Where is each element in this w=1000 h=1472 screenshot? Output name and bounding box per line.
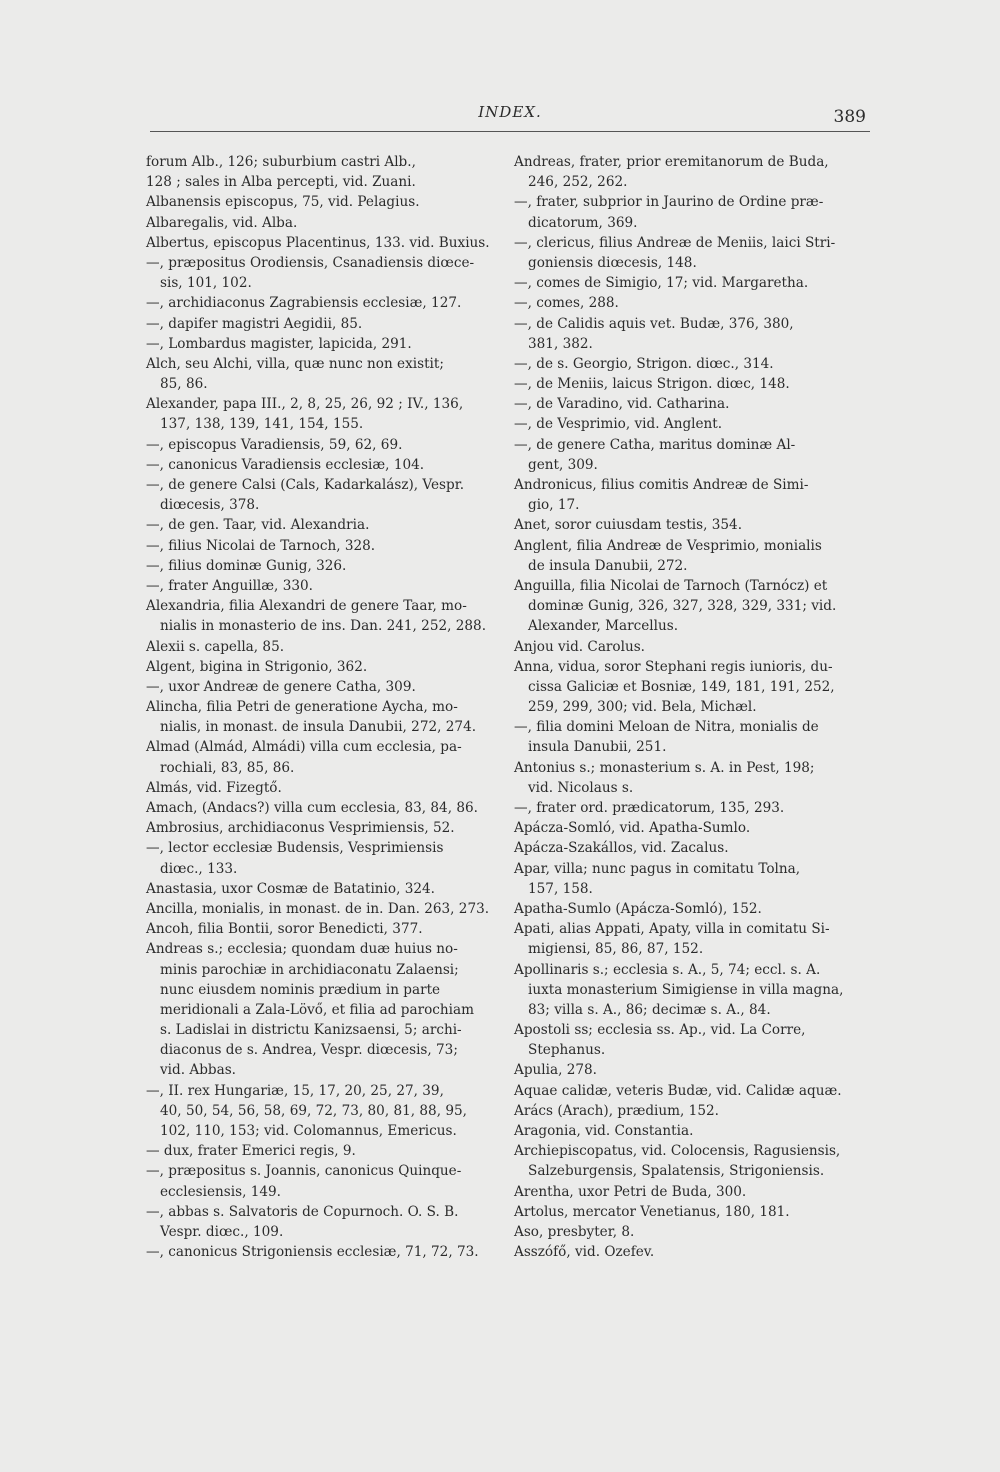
index-line: Alexander, papa III., 2, 8, 25, 26, 92 ; IV., 136, (146, 396, 464, 413)
index-line: de insula Danubii, 272. (528, 557, 688, 574)
index-line: Alincha, filia Petri de generatione Aycha, mo- (146, 699, 458, 716)
index-line: —, canonicus Varadiensis ecclesiæ, 104. (146, 456, 425, 473)
index-line: —, clericus, filius Andreæ de Meniis, laici Stri- (514, 234, 836, 251)
index-line: minis parochiæ in archidiaconatu Zalaensi; (160, 961, 459, 978)
index-line: migiensi, 85, 86, 87, 152. (528, 941, 704, 958)
index-line: —, præpositus Orodiensis, Csanadiensis diœce- (146, 254, 475, 271)
index-line: diœc., 133. (160, 860, 238, 877)
index-line: —, comes, 288. (514, 295, 619, 312)
index-line: —, episcopus Varadiensis, 59, 62, 69. (146, 436, 403, 453)
index-line: Andronicus, filius comitis Andreæ de Simi- (514, 477, 809, 493)
index-line: —, archidiaconus Zagrabiensis ecclesiæ, 127. (146, 295, 462, 312)
index-line: iuxta monasterium Simigiense in villa magna, (528, 981, 844, 998)
index-line: — dux, frater Emerici regis, 9. (146, 1143, 356, 1160)
index-line: Almad (Almád, Almádi) villa cum ecclesia, pa- (146, 739, 462, 756)
index-line: insula Danubii, 251. (528, 739, 667, 756)
index-line: Alexandria, filia Alexandri de genere Taar, mo- (146, 598, 467, 615)
index-line: meridionali a Zala-Lövő, et filia ad parochiam (160, 1001, 474, 1018)
index-line: Aquae calidæ, veteris Budæ, vid. Calidæ aquæ. (514, 1082, 842, 1099)
index-line: Algent, bigina in Strigonio, 362. (146, 658, 368, 675)
index-line: —, II. rex Hungariæ, 15, 17, 20, 25, 27, 39, (146, 1082, 444, 1099)
index-line: Almás, vid. Fizegtő. (146, 779, 282, 796)
index-line: diœcesis, 378. (160, 497, 260, 514)
index-line: Vespr. diœc., 109. (160, 1223, 284, 1240)
index-line: Archiepiscopatus, vid. Colocensis, Ragusiensis, (514, 1143, 841, 1160)
index-line: cissa Galiciæ et Bosniæ, 149, 181, 191, 252, (528, 678, 835, 695)
index-line: Anna, vidua, soror Stephani regis iunioris, du- (514, 658, 833, 675)
index-line: Aso, presbyter, 8. (514, 1223, 635, 1240)
index-line: Aragonia, vid. Constantia. (514, 1123, 694, 1139)
index-line: 137, 138, 139, 141, 154, 155. (160, 416, 364, 433)
running-head (150, 103, 870, 131)
index-line: —, de genere Catha, maritus dominæ Al- (514, 436, 796, 453)
index-line: —, canonicus Strigoniensis ecclesiæ, 71, 72, 73. (146, 1244, 479, 1261)
index-line: Apollinaris s.; ecclesia s. A., 5, 74; eccl. s. A. (514, 961, 821, 978)
index-line: Albertus, episcopus Placentinus, 133. vid. Buxius. (146, 234, 490, 251)
index-line: Asszófő, vid. Ozefev. (514, 1244, 655, 1261)
index-line: Apatha-Sumlo (Apácza-Somló), 152. (514, 900, 762, 917)
index-line: Ancilla, monialis, in monast. de in. Dan. 263, 273. (146, 900, 490, 917)
page-number: 389 (833, 107, 866, 127)
index-line: gio, 17. (528, 497, 580, 514)
index-line: Apácza-Szakállos, vid. Zacalus. (514, 840, 729, 857)
index-line: 40, 50, 54, 56, 58, 69, 72, 73, 80, 81, 88, 95, (160, 1102, 467, 1119)
index-line: nunc eiusdem nominis prædium in parte (160, 981, 441, 998)
index-line: —, frater Anguillæ, 330. (146, 577, 313, 594)
index-line: dicatorum, 369. (528, 214, 638, 231)
index-line: Alexander, Marcellus. (528, 618, 679, 635)
index-line: Arentha, uxor Petri de Buda, 300. (514, 1183, 747, 1200)
index-line: —, frater ord. prædicatorum, 135, 293. (514, 800, 785, 816)
index-line: —, frater, subprior in Jaurino de Ordine præ- (514, 194, 824, 211)
index-line: Anguilla, filia Nicolai de Tarnoch (Tarnócz) et (514, 577, 828, 594)
index-line: Alch, seu Alchi, villa, quæ nunc non existit; (146, 355, 444, 372)
index-line: Andreas, frater, prior eremitanorum de Buda, (514, 154, 829, 170)
index-line: 128 ; sales in Alba percepti, vid. Zuani. (146, 174, 416, 191)
index-column-left (146, 152, 502, 1262)
index-line: nialis in monasterio de ins. Dan. 241, 252, 288. (160, 618, 487, 635)
index-line: —, præpositus s. Joannis, canonicus Quinque- (146, 1163, 462, 1180)
index-line: —, filius Nicolai de Tarnoch, 328. (146, 537, 376, 554)
index-line: —, comes de Simigio, 17; vid. Margaretha. (514, 275, 809, 292)
running-title: INDEX. (478, 103, 542, 121)
index-line: 381, 382. (528, 335, 593, 352)
index-line: 246, 252, 262. (528, 174, 628, 191)
index-line: diaconus de s. Andrea, Vespr. diœcesis, 73; (160, 1042, 458, 1059)
index-line: —, de Vesprimio, vid. Anglent. (514, 416, 723, 433)
index-line: Anastasia, uxor Cosmæ de Batatinio, 324. (146, 880, 435, 897)
index-line: Anglent, filia Andreæ de Vesprimio, monialis (514, 537, 822, 554)
index-line: Andreas s.; ecclesia; quondam duæ huius no- (146, 941, 458, 958)
index-line: Anjou vid. Carolus. (514, 638, 646, 655)
index-line: Arács (Arach), prædium, 152. (514, 1102, 719, 1119)
index-line: —, Lombardus magister, lapicida, 291. (146, 335, 412, 352)
index-line: —, uxor Andreæ de genere Catha, 309. (146, 678, 416, 695)
index-line: Anet, soror cuiusdam testis, 354. (514, 517, 743, 534)
index-line: —, lector ecclesiæ Budensis, Vesprimiensis (146, 840, 444, 857)
index-line: Amach, (Andacs?) villa cum ecclesia, 83, 84, 86. (146, 800, 478, 816)
index-column-right (514, 152, 870, 1262)
index-line: gent, 309. (528, 456, 598, 473)
index-line: rochiali, 83, 85, 86. (160, 759, 295, 776)
index-line: ecclesiensis, 149. (160, 1183, 281, 1200)
index-line: 85, 86. (160, 376, 208, 393)
index-line: Alexii s. capella, 85. (146, 638, 285, 655)
index-line: dominæ Gunig, 326, 327, 328, 329, 331; vid. (528, 598, 837, 615)
index-line: Artolus, mercator Venetianus, 180, 181. (514, 1203, 790, 1220)
index-line: —, de Calidis aquis vet. Budæ, 376, 380, (514, 315, 794, 332)
index-line: —, filius dominæ Gunig, 326. (146, 557, 347, 574)
index-line: —, filia domini Meloan de Nitra, monialis de (514, 719, 819, 736)
index-line: Apulia, 278. (514, 1062, 597, 1079)
index-line: —, de Varadino, vid. Catharina. (514, 396, 730, 413)
index-line: vid. Nicolaus s. (528, 779, 634, 796)
index-line: Stephanus. (528, 1042, 606, 1059)
index-line: —, de gen. Taar, vid. Alexandria. (146, 517, 370, 534)
index-line: 102, 110, 153; vid. Colomannus, Emericus. (160, 1123, 457, 1139)
header-rule (150, 131, 870, 132)
index-line: —, de Meniis, laicus Strigon. diœc, 148. (514, 376, 790, 393)
index-line: Apostoli ss; ecclesia ss. Ap., vid. La Corre, (514, 1022, 806, 1039)
index-line: Apati, alias Appati, Apaty, villa in comitatu Si- (514, 921, 830, 938)
index-line: Albanensis episcopus, 75, vid. Pelagius. (146, 194, 420, 211)
index-line: —, de s. Georgio, Strigon. diœc., 314. (514, 355, 774, 372)
index-line: Antonius s.; monasterium s. A. in Pest, 198; (514, 759, 815, 776)
index-line: 157, 158. (528, 880, 593, 897)
index-line: Ambrosius, archidiaconus Vesprimiensis, 52. (146, 820, 455, 837)
index-line: Apar, villa; nunc pagus in comitatu Tolna, (514, 860, 801, 877)
index-line: sis, 101, 102. (160, 275, 252, 292)
index-line: Albaregalis, vid. Alba. (146, 214, 298, 231)
index-line: Salzeburgensis, Spalatensis, Strigoniensis. (528, 1163, 825, 1180)
index-line: Ancoh, filia Bontii, soror Benedicti, 377. (146, 921, 423, 938)
index-line: —, de genere Calsi (Cals, Kadarkalász), Vespr. (146, 477, 465, 493)
index-line: forum Alb., 126; suburbium castri Alb., (146, 154, 416, 170)
index-line: s. Ladislai in districtu Kanizsaensi, 5; archi- (160, 1022, 462, 1039)
index-line: vid. Abbas. (160, 1062, 236, 1079)
index-line: goniensis diœcesis, 148. (528, 254, 697, 271)
index-line: 259, 299, 300; vid. Bela, Michæl. (528, 699, 757, 716)
index-line: nialis, in monast. de insula Danubii, 272, 274. (160, 719, 477, 736)
index-line: 83; villa s. A., 86; decimæ s. A., 84. (528, 1001, 771, 1018)
index-line: Apácza-Somló, vid. Apatha-Sumlo. (514, 820, 751, 837)
index-line: —, dapifer magistri Aegidii, 85. (146, 315, 363, 332)
index-line: —, abbas s. Salvatoris de Copurnoch. O. S. B. (146, 1203, 459, 1220)
